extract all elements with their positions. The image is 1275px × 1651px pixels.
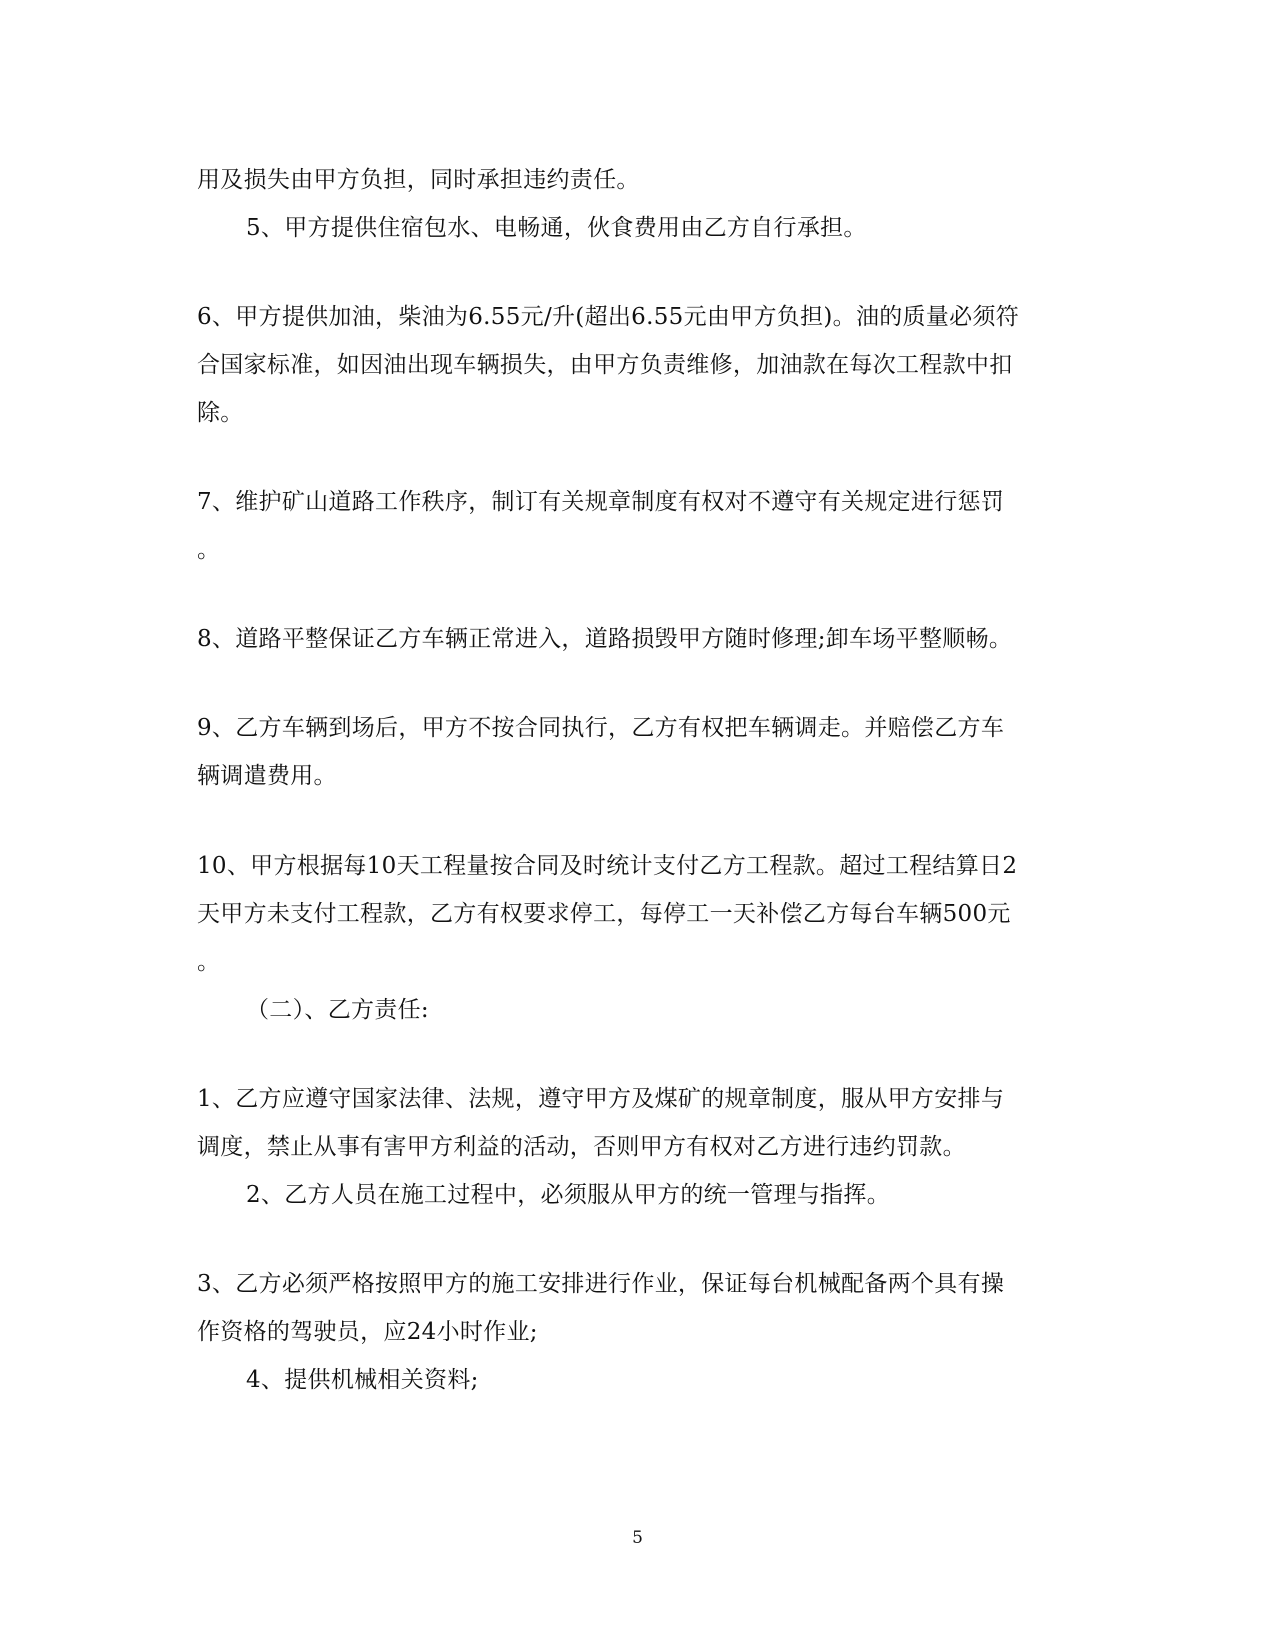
text-line: 合国家标准，如因油出现车辆损失，由甲方负责维修，加油款在每次工程款中扣 xyxy=(197,352,1013,378)
text-line: 4、提供机械相关资料; xyxy=(246,1367,479,1393)
text-line: 1、乙方应遵守国家法律、法规，遵守甲方及煤矿的规章制度，服从甲方安排与 xyxy=(197,1086,1005,1112)
text-line: 3、乙方必须严格按照甲方的施工安排进行作业，保证每台机械配备两个具有操 xyxy=(197,1271,1005,1297)
section-heading: （二）、乙方责任: xyxy=(246,997,429,1023)
page-number: 5 xyxy=(632,1528,643,1548)
text-line: 调度，禁止从事有害甲方利益的活动，否则甲方有权对乙方进行违约罚款。 xyxy=(197,1134,966,1160)
text-line: 6、甲方提供加油，柴油为6.55元/升(超出6.55元由甲方负担)。油的质量必须符 xyxy=(197,304,1020,330)
text-line: 10、甲方根据每10天工程量按合同及时统计支付乙方工程款。超过工程结算日2 xyxy=(197,853,1018,879)
text-line: 辆调遣费用。 xyxy=(197,763,337,789)
text-line: 。 xyxy=(197,537,221,563)
text-line: 作资格的驾驶员，应24小时作业; xyxy=(197,1319,538,1345)
text-line: 9、乙方车辆到场后，甲方不按合同执行，乙方有权把车辆调走。并赔偿乙方车 xyxy=(197,715,1005,741)
text-line: 7、维护矿山道路工作秩序，制订有关规章制度有权对不遵守有关规定进行惩罚 xyxy=(197,489,1005,515)
text-line: 除。 xyxy=(197,400,244,426)
text-line: 。 xyxy=(197,949,221,975)
text-line: 用及损失由甲方负担，同时承担违约责任。 xyxy=(197,167,640,193)
text-line: 2、乙方人员在施工过程中，必须服从甲方的统一管理与指挥。 xyxy=(246,1182,891,1208)
text-line: 5、甲方提供住宿包水、电畅通，伙食费用由乙方自行承担。 xyxy=(246,215,867,241)
text-line: 天甲方未支付工程款，乙方有权要求停工，每停工一天补偿乙方每台车辆500元 xyxy=(197,901,1011,927)
text-line: 8、道路平整保证乙方车辆正常进入，道路损毁甲方随时修理;卸车场平整顺畅。 xyxy=(197,626,1013,652)
